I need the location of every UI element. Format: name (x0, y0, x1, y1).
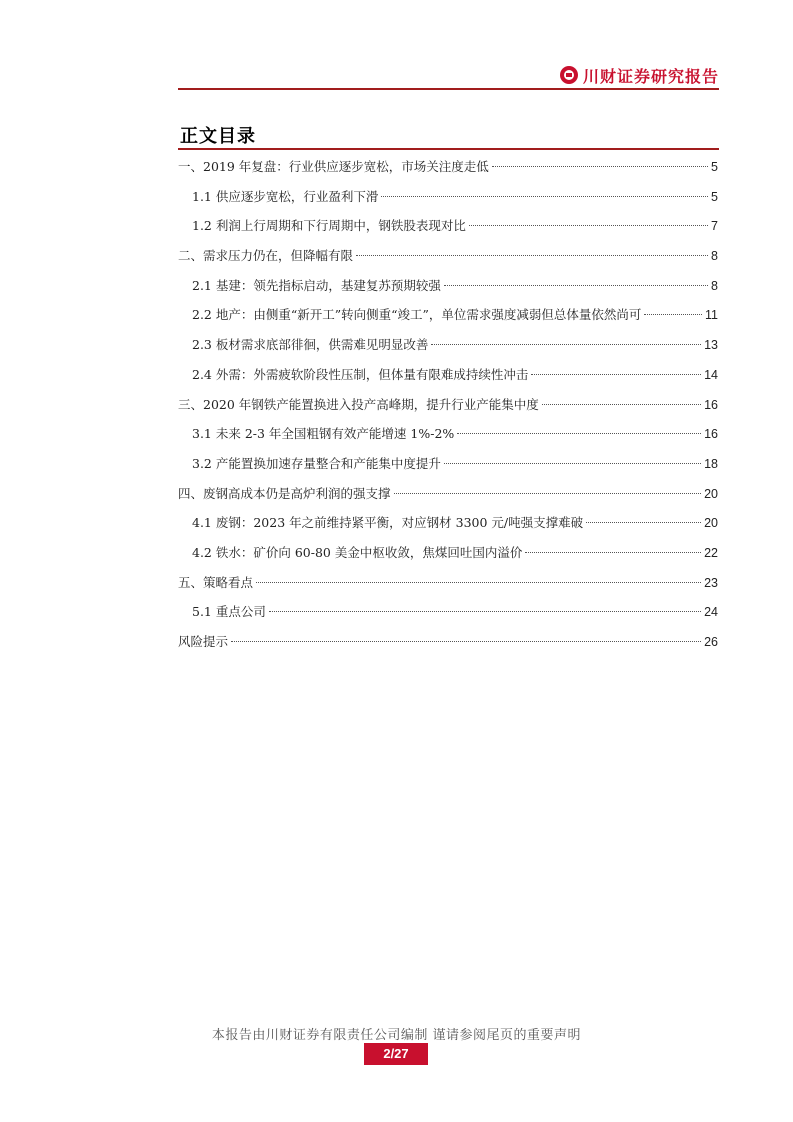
toc-entry-title: 2.3 板材需求底部徘徊，供需难见明显改善 (192, 337, 429, 353)
toc-dot-leader (457, 433, 701, 434)
toc-dot-leader (542, 404, 701, 405)
toc-entry-page: 22 (704, 545, 718, 560)
toc-entry[interactable] (178, 152, 718, 182)
toc-entry-page: 20 (704, 486, 718, 501)
toc-entry-title: 二、需求压力仍在，但降幅有限 (178, 248, 354, 264)
toc-dot-leader (492, 166, 708, 167)
toc-entry-page: 8 (711, 278, 718, 293)
toc-entry[interactable] (178, 627, 718, 657)
toc-entry[interactable] (178, 419, 718, 449)
toc-dot-leader (644, 314, 702, 315)
toc-entry-title: 4.2 铁水：矿价向 60-80 美金中枢收敛，焦煤回吐国内溢价 (192, 544, 523, 560)
toc-entry-title: 2.1 基建：领先指标启动，基建复苏预期较强 (192, 277, 441, 293)
toc-entry-title: 风险提示 (178, 634, 229, 649)
toc-entry-title: 5.1 重点公司 (192, 604, 266, 620)
toc-entry-title: 2.2 地产：由侧重“新开工”转向侧重“竣工”，单位需求强度减弱但总体量依然尚可 (192, 307, 642, 323)
toc-entry[interactable] (178, 479, 718, 509)
toc-entry-title: 1.2 利润上行周期和下行周期中，钢铁股表现对比 (192, 218, 466, 234)
toc-entry[interactable] (178, 508, 718, 538)
toc-dot-leader (525, 552, 701, 553)
toc-entry-title: 四、废钢高成本仍是高炉利润的强支撑 (178, 485, 391, 501)
toc-entry-page: 20 (704, 516, 718, 531)
toc-entry[interactable] (178, 449, 718, 479)
chuancai-logo-icon (560, 66, 578, 84)
toc-entry-page: 13 (704, 338, 718, 353)
toc-dot-leader (469, 225, 708, 226)
toc-dot-leader (444, 463, 701, 464)
toc-entry-title: 三、2020 年钢铁产能置换进入投产高峰期，提升行业产能集中度 (178, 396, 539, 412)
toc-entry[interactable] (178, 330, 718, 360)
brand-name: 川财证券研究报告 (582, 66, 719, 86)
toc-entry-title: 3.2 产能置换加速存量整合和产能集中度提升 (192, 455, 441, 471)
toc-title-divider (178, 148, 719, 150)
toc-entry-page: 24 (704, 605, 718, 620)
toc-entry-page: 5 (711, 189, 718, 204)
toc-dot-leader (269, 611, 701, 612)
toc-entry-page: 14 (704, 367, 718, 382)
toc-entry-page: 16 (704, 427, 718, 442)
toc-entry-title: 一、2019 年复盘：行业供应逐步宽松，市场关注度走低 (178, 159, 489, 174)
toc-entry-page: 8 (711, 249, 718, 264)
toc-entry[interactable] (178, 597, 718, 627)
toc-dot-leader (431, 344, 701, 345)
toc-dot-leader (394, 493, 702, 494)
toc-dot-leader (231, 641, 701, 642)
toc-title: 正文目录 (180, 126, 256, 147)
toc-entry-title: 3.1 未来 2-3 年全国粗钢有效产能增速 1%-2% (192, 426, 455, 442)
report-header-brand (560, 63, 719, 87)
header-divider (178, 88, 719, 90)
toc-entry[interactable] (178, 271, 718, 301)
toc-entry-page: 5 (711, 160, 718, 174)
toc-entry[interactable] (178, 300, 718, 330)
toc-entry[interactable] (178, 241, 718, 271)
toc-entry[interactable] (178, 538, 718, 568)
toc-entry-page: 11 (705, 308, 718, 323)
page-number-badge: 2/27 (364, 1043, 428, 1065)
toc-entry-page: 23 (704, 575, 718, 590)
toc-entry[interactable] (178, 390, 718, 420)
toc-entry-page: 7 (711, 219, 718, 234)
toc-dot-leader (356, 255, 708, 256)
toc-entry[interactable] (178, 182, 718, 212)
toc-entry-title: 五、策略看点 (178, 574, 254, 590)
toc-dot-leader (586, 522, 701, 523)
toc-dot-leader (531, 374, 701, 375)
toc-dot-leader (381, 196, 708, 197)
toc-entry[interactable] (178, 568, 718, 598)
toc-entry-title: 4.1 废钢：2023 年之前维持紧平衡，对应钢材 3300 元/吨强支撑难破 (192, 515, 584, 531)
toc-entry-page: 16 (704, 397, 718, 412)
toc-dot-leader (256, 582, 701, 583)
toc-dot-leader (444, 285, 708, 286)
toc-entry-page: 26 (704, 635, 718, 649)
table-of-contents (178, 152, 718, 657)
toc-entry-page: 18 (704, 456, 718, 471)
toc-entry-title: 1.1 供应逐步宽松，行业盈利下滑 (192, 188, 379, 204)
toc-entry[interactable] (178, 360, 718, 390)
footer-disclaimer: 本报告由川财证券有限责任公司编制 谨请参阅尾页的重要声明 (211, 1028, 582, 1043)
toc-entry[interactable] (178, 211, 718, 241)
toc-entry-title: 2.4 外需：外需疲软阶段性压制，但体量有限难成持续性冲击 (192, 366, 529, 382)
